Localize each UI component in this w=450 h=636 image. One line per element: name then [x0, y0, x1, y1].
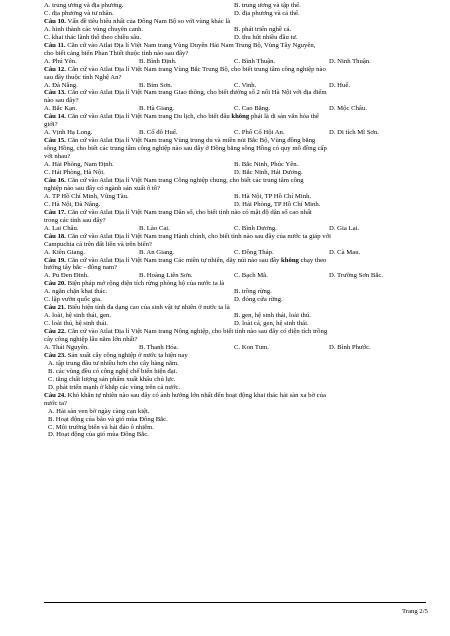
question-stem — [44, 233, 426, 241]
answer-option: A. Bắc Kạn. — [44, 105, 78, 113]
question-stem — [44, 89, 426, 97]
question-stem — [44, 392, 426, 400]
question-text: Khó khăn tự nhiên nào sau đây có ảnh hưởng lớn nhất đến hoạt động khai thác hải sản xa bờ của — [67, 391, 326, 399]
question-text: Căn cứ vào Atlat Địa lí Việt Nam trang Hành chính, cho biết tỉnh nào sau đây của nước ta giáp với — [67, 232, 332, 240]
answer-option: D. Cà Mau. — [329, 248, 361, 256]
option-row — [44, 201, 426, 209]
question-stem — [44, 328, 426, 336]
answer-option: D. Mộc Châu. — [329, 105, 367, 113]
question-text: Sản xuất cây công nghiệp ở nước ta hiện nay — [67, 351, 188, 359]
answer-option: A. Hải Phòng, Nam Định. — [44, 161, 114, 169]
question-text: Căn cứ vào Atlat Địa lí Việt Nam trang Vùng Bắc Trung Bộ, cho biết trung tâm công nghiệp nào — [67, 65, 326, 73]
question-number: Câu 18. — [44, 232, 66, 240]
option-row — [44, 58, 426, 66]
option-row — [44, 34, 426, 42]
question-text: Căn cứ vào Atlat Địa lí Việt Nam trang Du lịch, cho biết đâu không phải là di sản văn hóa thế — [67, 113, 319, 121]
question-number: Câu 17. — [44, 208, 66, 216]
answer-option: A. Hải sản ven bờ ngày càng cạn kiệt. — [48, 407, 150, 415]
answer-option: B. trồng rừng. — [234, 288, 272, 296]
question-number: Câu 19. — [44, 256, 66, 264]
answer-option: D. địa phương và cá thể. — [234, 9, 300, 17]
answer-option: D. Gia Lai. — [329, 224, 360, 232]
question-text: trong các tỉnh sau đây? — [44, 216, 106, 224]
question-text: sông Hồng, cho biết các trung tâm công nghiệp nào sau đây ở Đồng bằng sông Hồng có quy mô đồng cấp — [44, 145, 327, 153]
question-text: hướng tây bắc - đông nam? — [44, 264, 118, 272]
question-stem — [44, 352, 426, 360]
question-stem — [44, 264, 426, 272]
answer-option: B. Bỉm Sơn. — [139, 81, 173, 89]
question-number: Câu 20. — [44, 280, 66, 288]
answer-option: C. Bình Thuận. — [234, 57, 276, 65]
answer-option: B. Lào Cai. — [139, 224, 170, 232]
question-stem — [44, 280, 426, 288]
answer-option: B. Thanh Hóa. — [139, 343, 179, 351]
question-text: Căn cứ vào Atlat Địa lí Việt Nam trang Dân số, cho biết tỉnh nào có mật độ dân số cao nhất — [67, 208, 312, 216]
answer-option: B. Bắc Ninh, Phúc Yên. — [234, 161, 299, 169]
answer-option: D. Ninh Thuận. — [329, 57, 371, 65]
answer-option: B. Hoạt động của bão và gió mùa Đông Bắc. — [48, 415, 168, 423]
question-stem — [44, 185, 426, 193]
question-text: cho biết cảng biển Phan Thiết thuộc tỉnh nào sau đây? — [44, 49, 189, 57]
question-stem — [44, 400, 426, 408]
question-stem — [44, 74, 426, 82]
question-number: Câu 16. — [44, 176, 66, 184]
question-text: Biện pháp mở rộng diện tích rừng phòng hộ của nước ta là — [67, 280, 225, 288]
answer-option: D. Bắc Ninh, Hải Dương. — [234, 169, 303, 177]
answer-option: A. TP Hồ Chí Minh, Vũng Tàu. — [44, 192, 129, 200]
option-row — [44, 193, 426, 201]
option-row — [44, 272, 426, 280]
question-text: Căn cứ vào Atlat Địa lí Việt Nam trang Các miền tự nhiên, dãy núi nào sau đây không chạy theo — [67, 256, 327, 264]
answer-option: C. Hà Nội, Đà Nẵng. — [44, 200, 101, 208]
answer-option: B. phát triển nghề cá. — [234, 25, 292, 33]
question-number: Câu 11. — [44, 41, 66, 49]
question-stem — [44, 153, 426, 161]
answer-option: C. lập vườn quốc gia. — [44, 296, 102, 304]
answer-option: A. hình thành các vùng chuyên canh. — [44, 25, 144, 33]
answer-option: D. Hải Phòng, TP Hồ Chí Minh. — [234, 200, 321, 208]
question-stem — [44, 42, 426, 50]
question-stem — [44, 257, 426, 265]
answer-option: A. ngăn chặn khai thác. — [44, 288, 108, 296]
answer-option: C. Kon Tum. — [234, 343, 269, 351]
question-stem — [44, 241, 426, 249]
question-number: Câu 23. — [44, 351, 66, 359]
question-stem — [44, 217, 426, 225]
question-number: Câu 15. — [44, 137, 66, 145]
answer-option: B. Hà Nội, TP Hồ Chí Minh. — [234, 192, 312, 200]
question-number: Câu 13. — [44, 89, 66, 97]
answer-option: C. địa phương và tư nhân. — [44, 9, 114, 17]
option-row — [44, 26, 426, 34]
question-stem — [44, 97, 426, 105]
answer-option: C. Vinh. — [234, 81, 257, 89]
answer-option: A. tập trung đầu tư nhiều hơn cho cây hàng năm. — [48, 359, 179, 367]
option-row — [44, 320, 426, 328]
answer-option: D. thu hút nhiều đầu tư. — [234, 33, 298, 41]
answer-option: A. Thái Nguyên. — [44, 343, 89, 351]
answer-option: B. các vùng đều có công nghệ chế biến hiện đại. — [48, 367, 178, 375]
answer-option: B. gen, hệ sinh thái, loài thú. — [234, 312, 311, 320]
answer-option: A. Vịnh Hạ Long. — [44, 129, 93, 137]
option-row — [44, 225, 426, 233]
option-row — [44, 249, 426, 257]
question-text: Căn cứ vào Atlat Địa lí Việt Nam trang Công nghiệp chung, cho biết các trung tâm công — [67, 176, 304, 184]
question-text: với nhau? — [44, 153, 71, 161]
answer-option: C. khai thác lãnh thổ theo chiều sâu. — [44, 33, 142, 41]
exam-page — [44, 2, 426, 439]
answer-option: D. Bình Phước. — [329, 343, 371, 351]
question-number: Câu 14. — [44, 113, 66, 121]
question-text: Căn cứ vào Atlat Địa lí Việt Nam trang Nông nghiệp, cho biết tỉnh nào sau đây có diện tích trồng — [67, 328, 328, 336]
question-text: nghiệp nào sau đây có ngành sản xuất ô tô? — [44, 184, 161, 192]
question-text: nào sau đây? — [44, 97, 79, 105]
question-stem — [44, 121, 426, 129]
option-row — [44, 344, 426, 352]
answer-option: D. Huế. — [329, 81, 350, 89]
question-text: Vấn đề tiêu biểu nhất của Đông Nam Bộ so với vùng khác là — [67, 17, 231, 25]
answer-option: C. Phố Cổ Hội An. — [234, 129, 285, 137]
answer-option: B. Bình Định. — [139, 57, 177, 65]
answer-option: D. loài cá, gen, hệ sinh thái. — [234, 320, 309, 328]
answer-option: C. tăng chất lượng sản phẩm xuất khẩu chủ lực. — [48, 375, 176, 383]
question-text: cây công nghiệp lâu năm lớn nhất? — [44, 336, 138, 344]
question-text: nước ta? — [44, 399, 67, 407]
question-stem — [44, 304, 426, 312]
answer-option: B. An Giang. — [139, 248, 175, 256]
question-stem — [44, 145, 426, 153]
question-text: Campuchia cả trên đất liền và trên biển? — [44, 240, 152, 248]
page-number: Trang 2/5 — [402, 608, 428, 615]
answer-option: C. loài thú, hệ sinh thái. — [44, 320, 108, 328]
question-stem — [44, 177, 426, 185]
question-number: Câu 12. — [44, 65, 66, 73]
answer-option: D. phát triển mạnh ở khắp các vùng trên cả nước. — [48, 383, 181, 391]
answer-option: A. Lai Châu. — [44, 224, 79, 232]
question-number: Câu 22. — [44, 328, 66, 336]
answer-option: D. đóng cửa rừng. — [234, 296, 283, 304]
answer-option: A. Pu Đen Đinh. — [44, 272, 89, 280]
answer-option: B. Hà Giang. — [139, 105, 175, 113]
option-row — [44, 288, 426, 296]
answer-option: A. Đà Nẵng. — [44, 81, 78, 89]
answer-option: A. Kiên Giang. — [44, 248, 85, 256]
answer-option: D. Hoạt động của gió mùa Đông Bắc. — [48, 431, 149, 439]
answer-option: C. Cao Bằng. — [234, 105, 271, 113]
question-stem — [44, 113, 426, 121]
answer-option: C. Đồng Tháp. — [234, 248, 274, 256]
answer-option: C. Môi trường biển và hải đảo ô nhiễm. — [48, 423, 154, 431]
answer-option: D. Trường Sơn Bắc. — [329, 272, 383, 280]
question-text: Căn cứ vào Atlat Địa lí Việt Nam trang Giao thông, cho biết đường số 2 nối Hà Nội với địa điểm — [67, 89, 327, 97]
answer-option: A. loài, hệ sinh thái, gen. — [44, 312, 112, 320]
question-text: giới? — [44, 121, 58, 129]
question-text: Căn cứ vào Atlat Địa lí Việt Nam trang Vùng Duyên Hải Nam Trung Bộ, Vùng Tây Nguyên, — [67, 41, 316, 49]
question-text: Căn cứ vào Atlat Địa lí Việt Nam trang Vùng trung du và miền núi Bắc Bộ, Vùng đồng bằng — [67, 137, 316, 145]
option-row — [44, 82, 426, 90]
question-number: Câu 24. — [44, 391, 66, 399]
question-text: Biểu hiện tính đa dạng cao của sinh vật tự nhiên ở nước ta là — [67, 304, 230, 312]
option-row — [44, 10, 426, 18]
question-stem — [44, 18, 426, 26]
option-row — [44, 296, 426, 304]
question-stem — [44, 50, 426, 58]
answer-option: D. Di tích Mĩ Sơn. — [329, 129, 379, 137]
option-row — [44, 2, 426, 10]
answer-option: C. Bạch Mã. — [234, 272, 268, 280]
answer-option: C. Hải Phòng, Hà Nội. — [44, 169, 105, 177]
question-stem — [44, 336, 426, 344]
question-stem — [44, 209, 426, 217]
answer-option: C. Bình Dương. — [234, 224, 277, 232]
answer-option: A. Phú Yên. — [44, 57, 77, 65]
footer-divider — [44, 602, 426, 603]
question-text: sau đây thuộc tỉnh Nghệ An? — [44, 73, 122, 81]
option-row — [44, 129, 426, 137]
option-row — [44, 161, 426, 169]
option-row — [44, 105, 426, 113]
question-stem — [44, 66, 426, 74]
question-number: Câu 10. — [44, 17, 66, 25]
option-row — [44, 169, 426, 177]
answer-option: B. Cố đô Huế. — [139, 129, 178, 137]
question-number: Câu 21. — [44, 304, 66, 312]
question-stem — [44, 137, 426, 145]
option-row — [44, 312, 426, 320]
answer-option: B. Hoàng Liên Sơn. — [139, 272, 193, 280]
answer-option: A. trung ương và địa phương. — [44, 2, 124, 9]
answer-option: B. trung ương và tập thể. — [234, 2, 301, 9]
